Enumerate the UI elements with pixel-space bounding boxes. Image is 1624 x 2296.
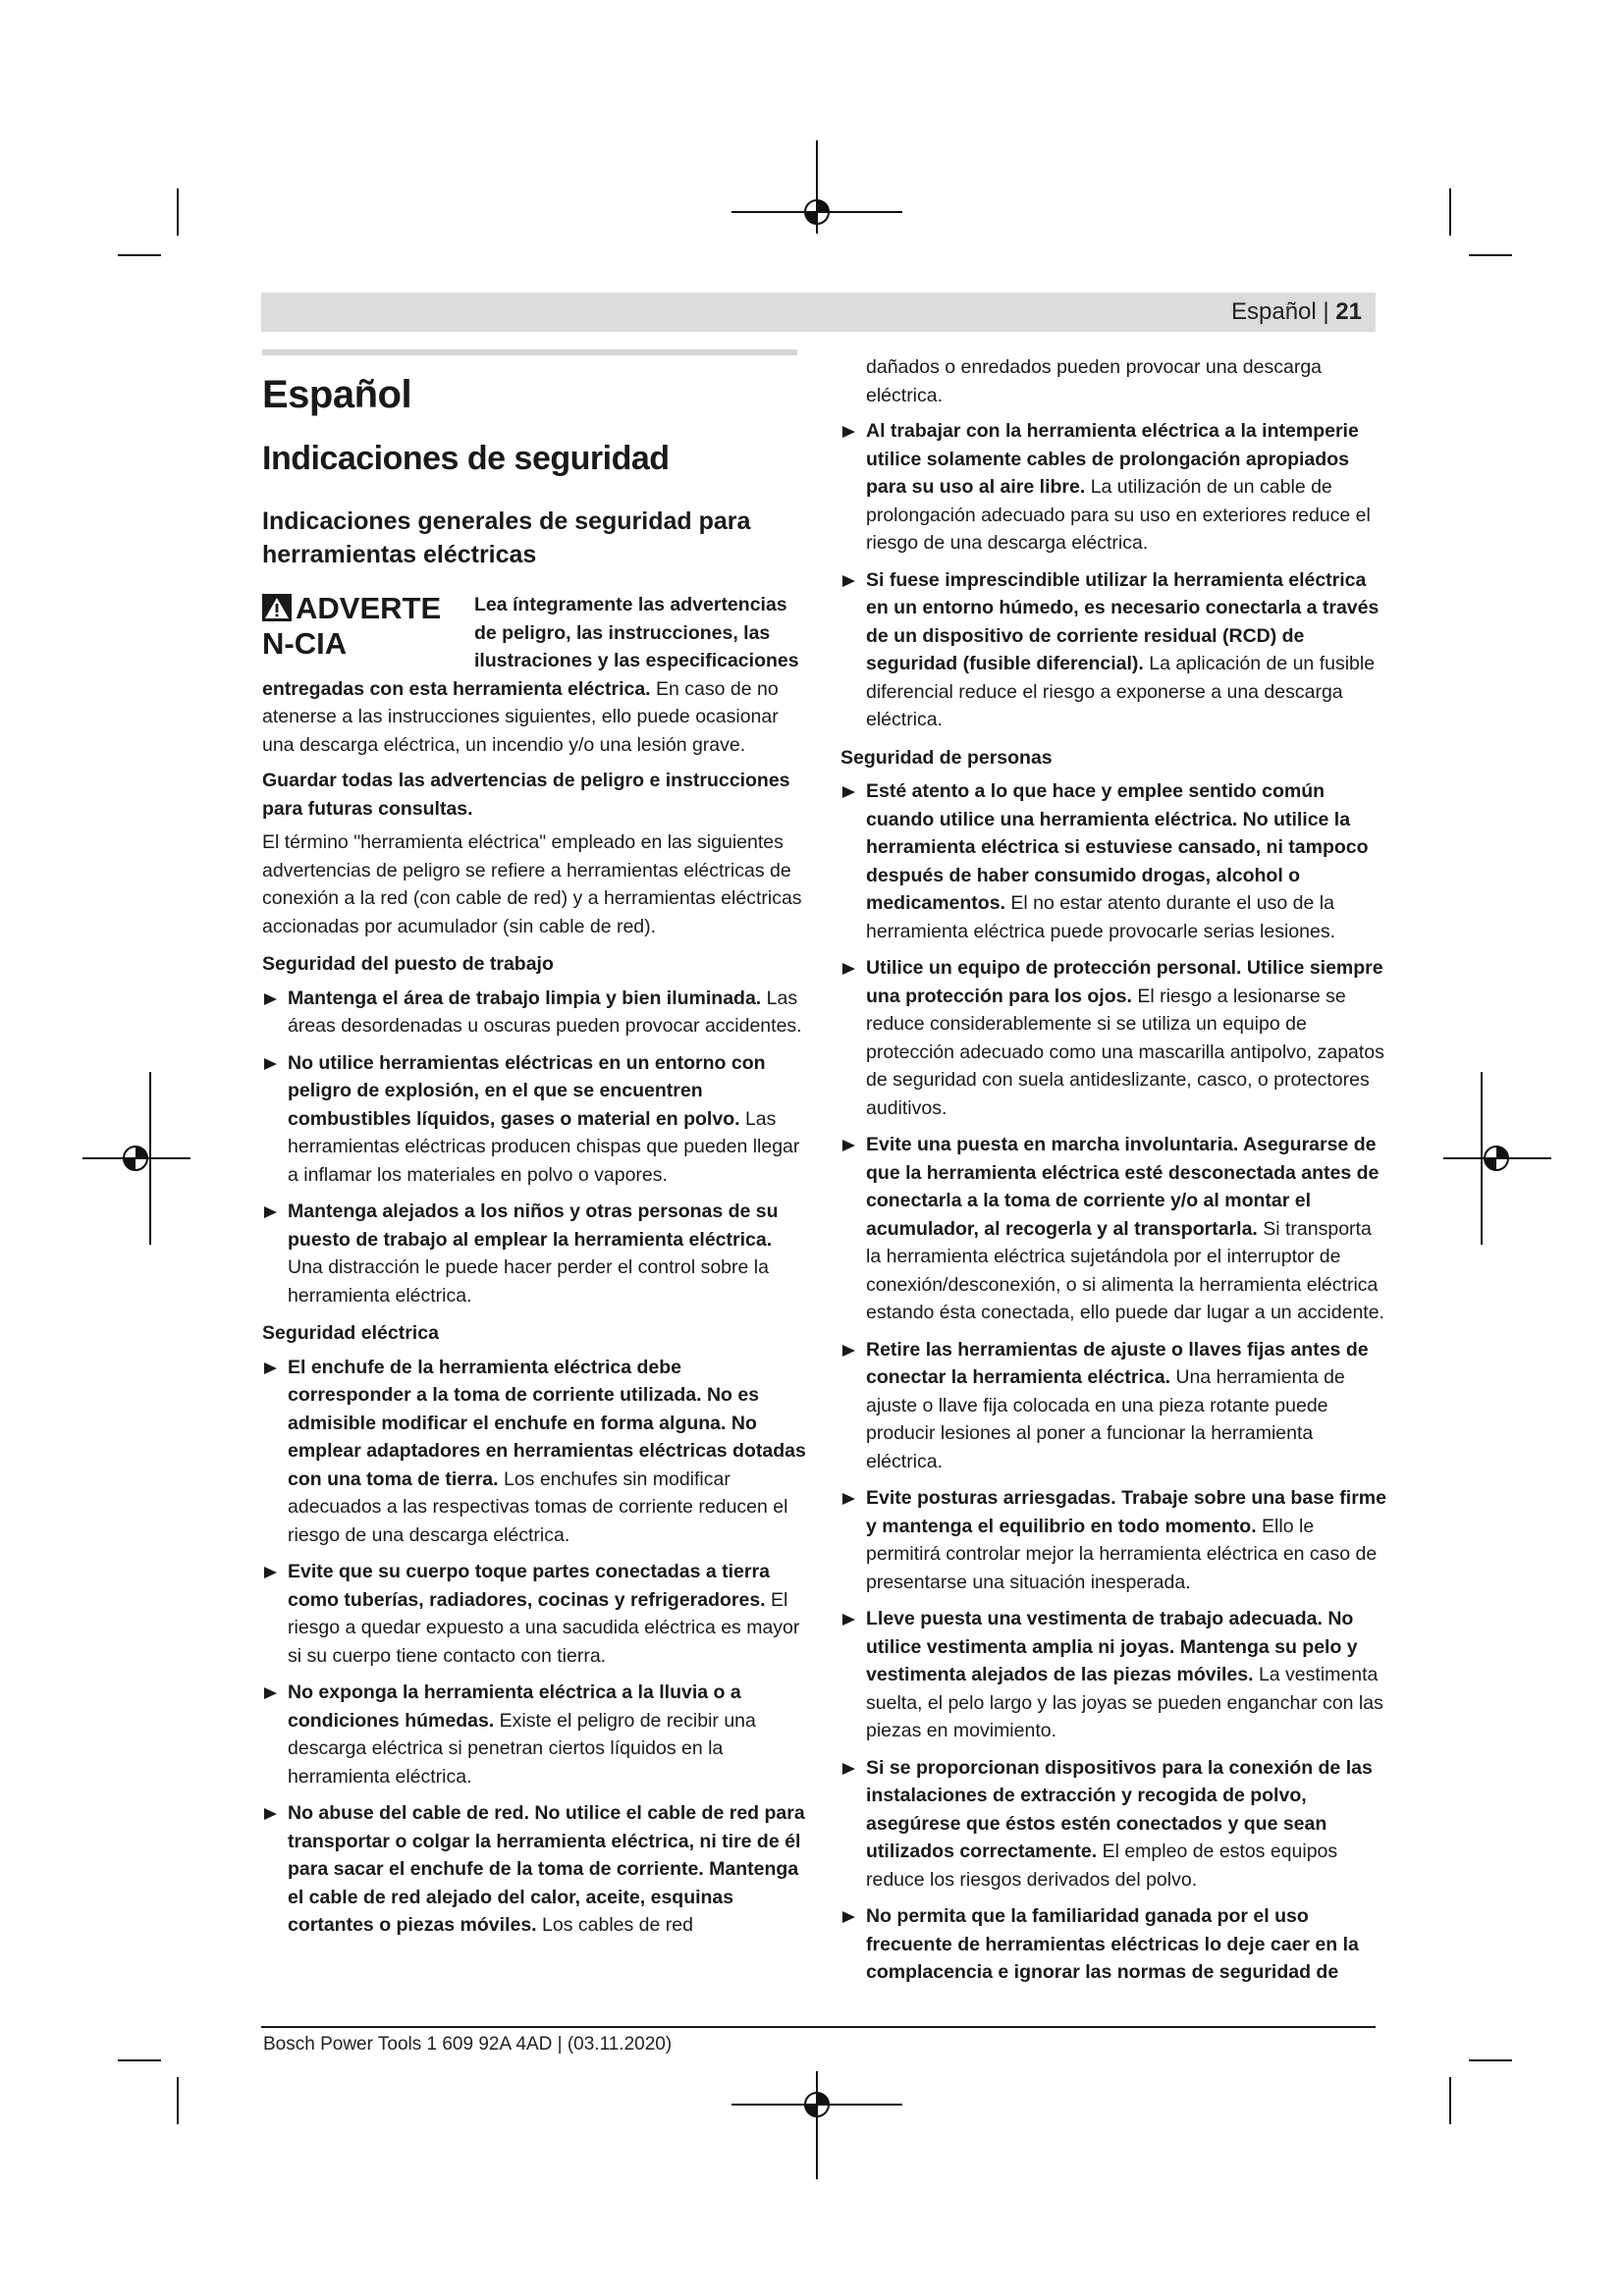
crop-mark	[1449, 2077, 1451, 2124]
warning-badge	[262, 591, 455, 662]
crop-mark	[118, 2059, 161, 2061]
personal-list	[840, 777, 1386, 1987]
warning-text: En caso de no atenerse a las instrucciones siguientes, ello puede ocasionar una descarga eléctrica, un incendio y/o una lesión grave.	[262, 677, 779, 756]
bullet-arrow-icon	[264, 1808, 277, 1820]
item-bold: Esté atento a lo que hace y emplee sentido común cuando utilice una herramienta eléctrica. No utilice la herramienta eléctrica si estuviese cansado, ni tampoco después de haber consumido drogas, alcohol o medicamentos.	[866, 780, 1369, 914]
item-text: El riesgo a quedar expuesto a una sacudida eléctrica es mayor si su cuerpo tiene contacto con tierra.	[288, 1588, 800, 1667]
warning-block	[262, 591, 808, 759]
crop-mark	[118, 254, 161, 256]
crop-mark	[1443, 1157, 1551, 1159]
work-area-heading: Seguridad del puesto de trabajo	[262, 953, 554, 975]
page-title: Español	[262, 373, 412, 416]
list-item	[262, 985, 808, 1041]
item-bold: No abuse del cable de red. No utilice el cable de red para transportar o colgar la herramienta eléctrica, ni tire de él para sacar el enchufe de la toma de corriente. Mantenga el cable de red alejado del calor, aceite, esquinas cortantes o piezas móviles.	[288, 1802, 805, 1936]
page-footer: Bosch Power Tools 1 609 92A 4AD | (03.11.2020)	[263, 2034, 673, 2055]
list-item	[262, 1198, 808, 1309]
bullet-arrow-icon	[264, 1206, 277, 1218]
item-text: El no estar atento durante el uso de la herramienta eléctrica puede provocarle serias lesiones.	[866, 892, 1335, 942]
bullet-arrow-icon	[842, 1140, 855, 1151]
page-header	[261, 293, 1376, 332]
list-item	[262, 1049, 808, 1190]
warning-label: ADVERTEN-CIA	[262, 591, 442, 661]
item-text: Existe el peligro de recibir una descarga eléctrica si penetran ciertos líquidos en la herramienta eléctrica.	[288, 1709, 756, 1788]
item-text: El riesgo a lesionarse se reduce considerablemente si se utiliza un equipo de protección adecuado como una mascarilla antipolvo, zapatos de seguridad con suela antideslizante, casco, o protectores auditivos.	[866, 985, 1384, 1119]
item-bold: Si se proporcionan dispositivos para la conexión de las instalaciones de extracción y recogida de polvo, asegúrese que éstos estén conectados y que sean utilizados correctamente.	[866, 1756, 1373, 1862]
list-item	[840, 954, 1386, 1122]
bullet-arrow-icon	[842, 1763, 855, 1775]
electrical-list	[262, 1354, 808, 1940]
bullet-arrow-icon	[842, 963, 855, 975]
item-bold: No exponga la herramienta eléctrica a la lluvia o a condiciones húmedas.	[288, 1682, 741, 1732]
item-text: Una distracción le puede hacer perder el control sobre la herramienta eléctrica.	[288, 1256, 769, 1307]
list-item	[840, 1605, 1386, 1745]
item-bold: No utilice herramientas eléctricas en un entorno con peligro de explosión, en el que se encuentren combustibles líquidos, gases o material en polvo.	[288, 1051, 766, 1130]
list-item	[840, 777, 1386, 945]
bullet-arrow-icon	[264, 1567, 277, 1578]
bullet-arrow-icon	[842, 426, 855, 438]
header-separator: |	[1323, 298, 1329, 325]
item-bold: Si fuese imprescindible utilizar la herramienta eléctrica en un entorno húmedo, es necesario conectarla a través de un dispositivo de corriente residual (RCD) de seguridad (fusible diferencial).	[866, 568, 1380, 674]
item-bold: Evite posturas arriesgadas. Trabaje sobre una base firme y mantenga el equilibrio en todo momento.	[866, 1487, 1386, 1537]
item-text: Los enchufes sin modificar adecuados a las respectivas tomas de corriente reducen el riesgo de una descarga eléctrica.	[288, 1468, 788, 1546]
crop-mark	[1469, 2059, 1512, 2061]
crop-mark	[816, 2071, 818, 2179]
item-bold: Utilice un equipo de protección personal. Utilice siempre una protección para los ojos.	[866, 957, 1383, 1007]
item-text: La utilización de un cable de prolongación adecuado para su uso en exteriores reduce el riesgo de una descarga eléctrica.	[866, 476, 1371, 554]
item-text: El empleo de estos equipos reduce los riesgos derivados del polvo.	[866, 1841, 1338, 1891]
item-bold: Mantenga el área de trabajo limpia y bien iluminada.	[288, 987, 762, 1009]
section-title: Indicaciones de seguridad	[262, 440, 670, 477]
item-bold: Evite una puesta en marcha involuntaria. Asegurarse de que la herramienta eléctrica esté desconectada antes de conectarla a la toma de corriente y/o al montar el acumulador, al recogerla y al transportarla.	[866, 1134, 1380, 1240]
electrical-list-continued	[840, 417, 1386, 734]
crop-mark	[1469, 254, 1512, 256]
list-item	[840, 1484, 1386, 1596]
item-bold: Mantenga alejados a los niños y otras personas de su puesto de trabajo al emplear la herramienta eléctrica.	[288, 1201, 779, 1251]
footer-rule	[261, 2026, 1376, 2028]
item-bold: Al trabajar con la herramienta eléctrica a la intemperie utilice solamente cables de prolongación apropiados para su uso al aire libre.	[866, 420, 1359, 498]
list-item	[840, 566, 1386, 734]
term-note: El término "herramienta eléctrica" empleado en las siguientes advertencias de peligro se refiere a herramientas eléctricas de conexión a la red (con cable de red) y a herramientas eléctricas accionadas por acumulador (sin cable de red).	[262, 831, 802, 937]
personal-heading: Seguridad de personas	[840, 746, 1053, 769]
electrical-heading: Seguridad eléctrica	[262, 1322, 439, 1344]
item-text: Las herramientas eléctricas producen chispas que pueden llegar a inflamar los materiales en polvo o vapores.	[288, 1107, 800, 1186]
bullet-arrow-icon	[264, 993, 277, 1005]
list-item	[840, 1902, 1386, 1987]
item-bold: No permita que la familiaridad ganada por el uso frecuente de herramientas eléctricas lo deje caer en la complacencia e ignorar las normas de seguridad de	[866, 1905, 1359, 1983]
item-text: La aplicación de un fusible diferencial reduce el riesgo a exponerse a una descarga eléctrica.	[866, 653, 1376, 730]
right-column	[840, 353, 1386, 1996]
save-note: Guardar todas las advertencias de peligro e instrucciones para futuras consultas.	[262, 770, 790, 820]
item-text: La vestimenta suelta, el pelo largo y las joyas se pueden enganchar con las piezas en movimiento.	[866, 1664, 1383, 1741]
subsection-title: Indicaciones generales de seguridad para herramientas eléctricas	[262, 507, 751, 568]
warning-triangle-icon	[262, 594, 292, 621]
crop-mark	[177, 188, 179, 236]
bullet-arrow-icon	[264, 1362, 277, 1374]
warning-bold-text: Lea íntegramente las advertencias de peligro, las instrucciones, las ilustraciones y las especificaciones entregadas con esta herramienta eléctrica.	[262, 594, 799, 700]
list-item	[840, 1336, 1386, 1476]
item-bold: Evite que su cuerpo toque partes conectadas a tierra como tuberías, radiadores, cocinas y refrigeradores.	[288, 1561, 770, 1611]
bullet-arrow-icon	[842, 1614, 855, 1626]
left-column	[262, 351, 808, 1949]
header-text	[1231, 298, 1362, 326]
list-item	[840, 1131, 1386, 1327]
crop-mark	[177, 2077, 179, 2124]
bullet-arrow-icon	[264, 1058, 277, 1070]
bullet-arrow-icon	[842, 1493, 855, 1505]
bullet-arrow-icon	[842, 575, 855, 587]
work-area-list	[262, 985, 808, 1310]
crop-mark	[731, 2104, 902, 2106]
bullet-arrow-icon	[842, 786, 855, 798]
item-bold: Retire las herramientas de ajuste o llaves fijas antes de conectar la herramienta eléctrica.	[866, 1338, 1369, 1388]
item-text: Si transporta la herramienta eléctrica sujetándola por el interruptor de conexión/desconexión, o si alimenta la herramienta eléctrica estando ésta conectada, ello puede dar lugar a un accidente.	[866, 1217, 1384, 1323]
list-item	[262, 1679, 808, 1790]
item-bold: El enchufe de la herramienta eléctrica debe corresponder a la toma de corriente utilizada. No es admisible modificar el enchufe en forma alguna. No emplear adaptadores en herramientas eléctricas dotadas con una toma de tierra.	[288, 1356, 806, 1490]
continuation-text: dañados o enredados pueden provocar una descarga eléctrica.	[866, 356, 1323, 406]
list-item	[262, 1799, 808, 1940]
list-item	[840, 1754, 1386, 1895]
bullet-arrow-icon	[842, 1911, 855, 1923]
item-text: Los cables de red	[542, 1914, 693, 1936]
item-text: Las áreas desordenadas u oscuras pueden provocar accidentes.	[288, 987, 802, 1037]
bullet-arrow-icon	[264, 1687, 277, 1699]
crop-mark	[816, 140, 818, 209]
item-text: Una herramienta de ajuste o llave fija colocada en una pieza rotante puede producir lesiones al poner a funcionar la herramienta eléctrica.	[866, 1366, 1345, 1472]
header-language: Español	[1230, 298, 1317, 325]
crop-mark	[731, 211, 902, 213]
item-text: Ello le permitirá controlar mejor la herramienta eléctrica en caso de presentarse una situación inesperada.	[866, 1515, 1378, 1593]
item-bold: Lleve puesta una vestimenta de trabajo adecuada. No utilice vestimenta amplia ni joyas. Mantenga su pelo y vestimenta alejados de las piezas móviles.	[866, 1608, 1358, 1685]
crop-mark	[82, 1157, 190, 1159]
list-item	[262, 1558, 808, 1670]
bullet-arrow-icon	[842, 1345, 855, 1357]
list-item	[840, 417, 1386, 558]
page-number: 21	[1335, 298, 1362, 325]
crop-mark	[1449, 188, 1451, 236]
list-item	[262, 1354, 808, 1550]
